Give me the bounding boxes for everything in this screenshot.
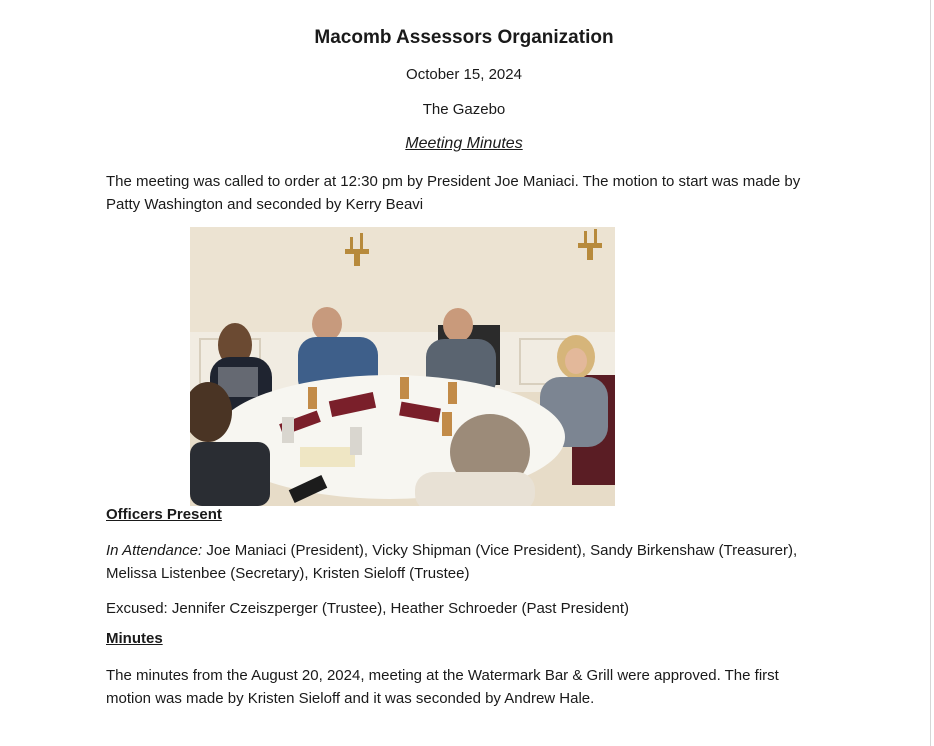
meeting-date: October 15, 2024 [406, 66, 522, 83]
page-edge [930, 0, 931, 746]
officers-present-heading: Officers Present [106, 506, 222, 523]
meeting-venue: The Gazebo [422, 101, 506, 118]
intro-paragraph: The meeting was called to order at 12:30 pm by President Joe Maniaci. The motion to start was made by Patty Washington and seconded by Kerry Beavi [106, 173, 801, 213]
attendance-label: In Attendance: [106, 542, 203, 559]
document-title: Macomb Assessors Organization [314, 27, 614, 48]
minutes-heading: Minutes [106, 630, 163, 647]
minutes-paragraph: The minutes from the August 20, 2024, meeting at the Watermark Bar & Grill were approved. The first motion was made by Kristen Sieloff and it was seconded by Andrew Hale. [106, 667, 779, 707]
attendance-paragraph [106, 539, 821, 585]
excused-paragraph: Excused: Jennifer Czeiszperger (Trustee), Heather Schroeder (Past President) [106, 600, 630, 617]
attendance-list: Joe Maniaci (President), Vicky Shipman (Vice President), Sandy Birkenshaw (Treasurer), Melissa Listenbee (Secretary), Kristen Sieloff (Trustee) [106, 542, 798, 582]
minutes-subtitle: Meeting Minutes [405, 135, 523, 152]
group-meeting-photo [190, 227, 615, 506]
